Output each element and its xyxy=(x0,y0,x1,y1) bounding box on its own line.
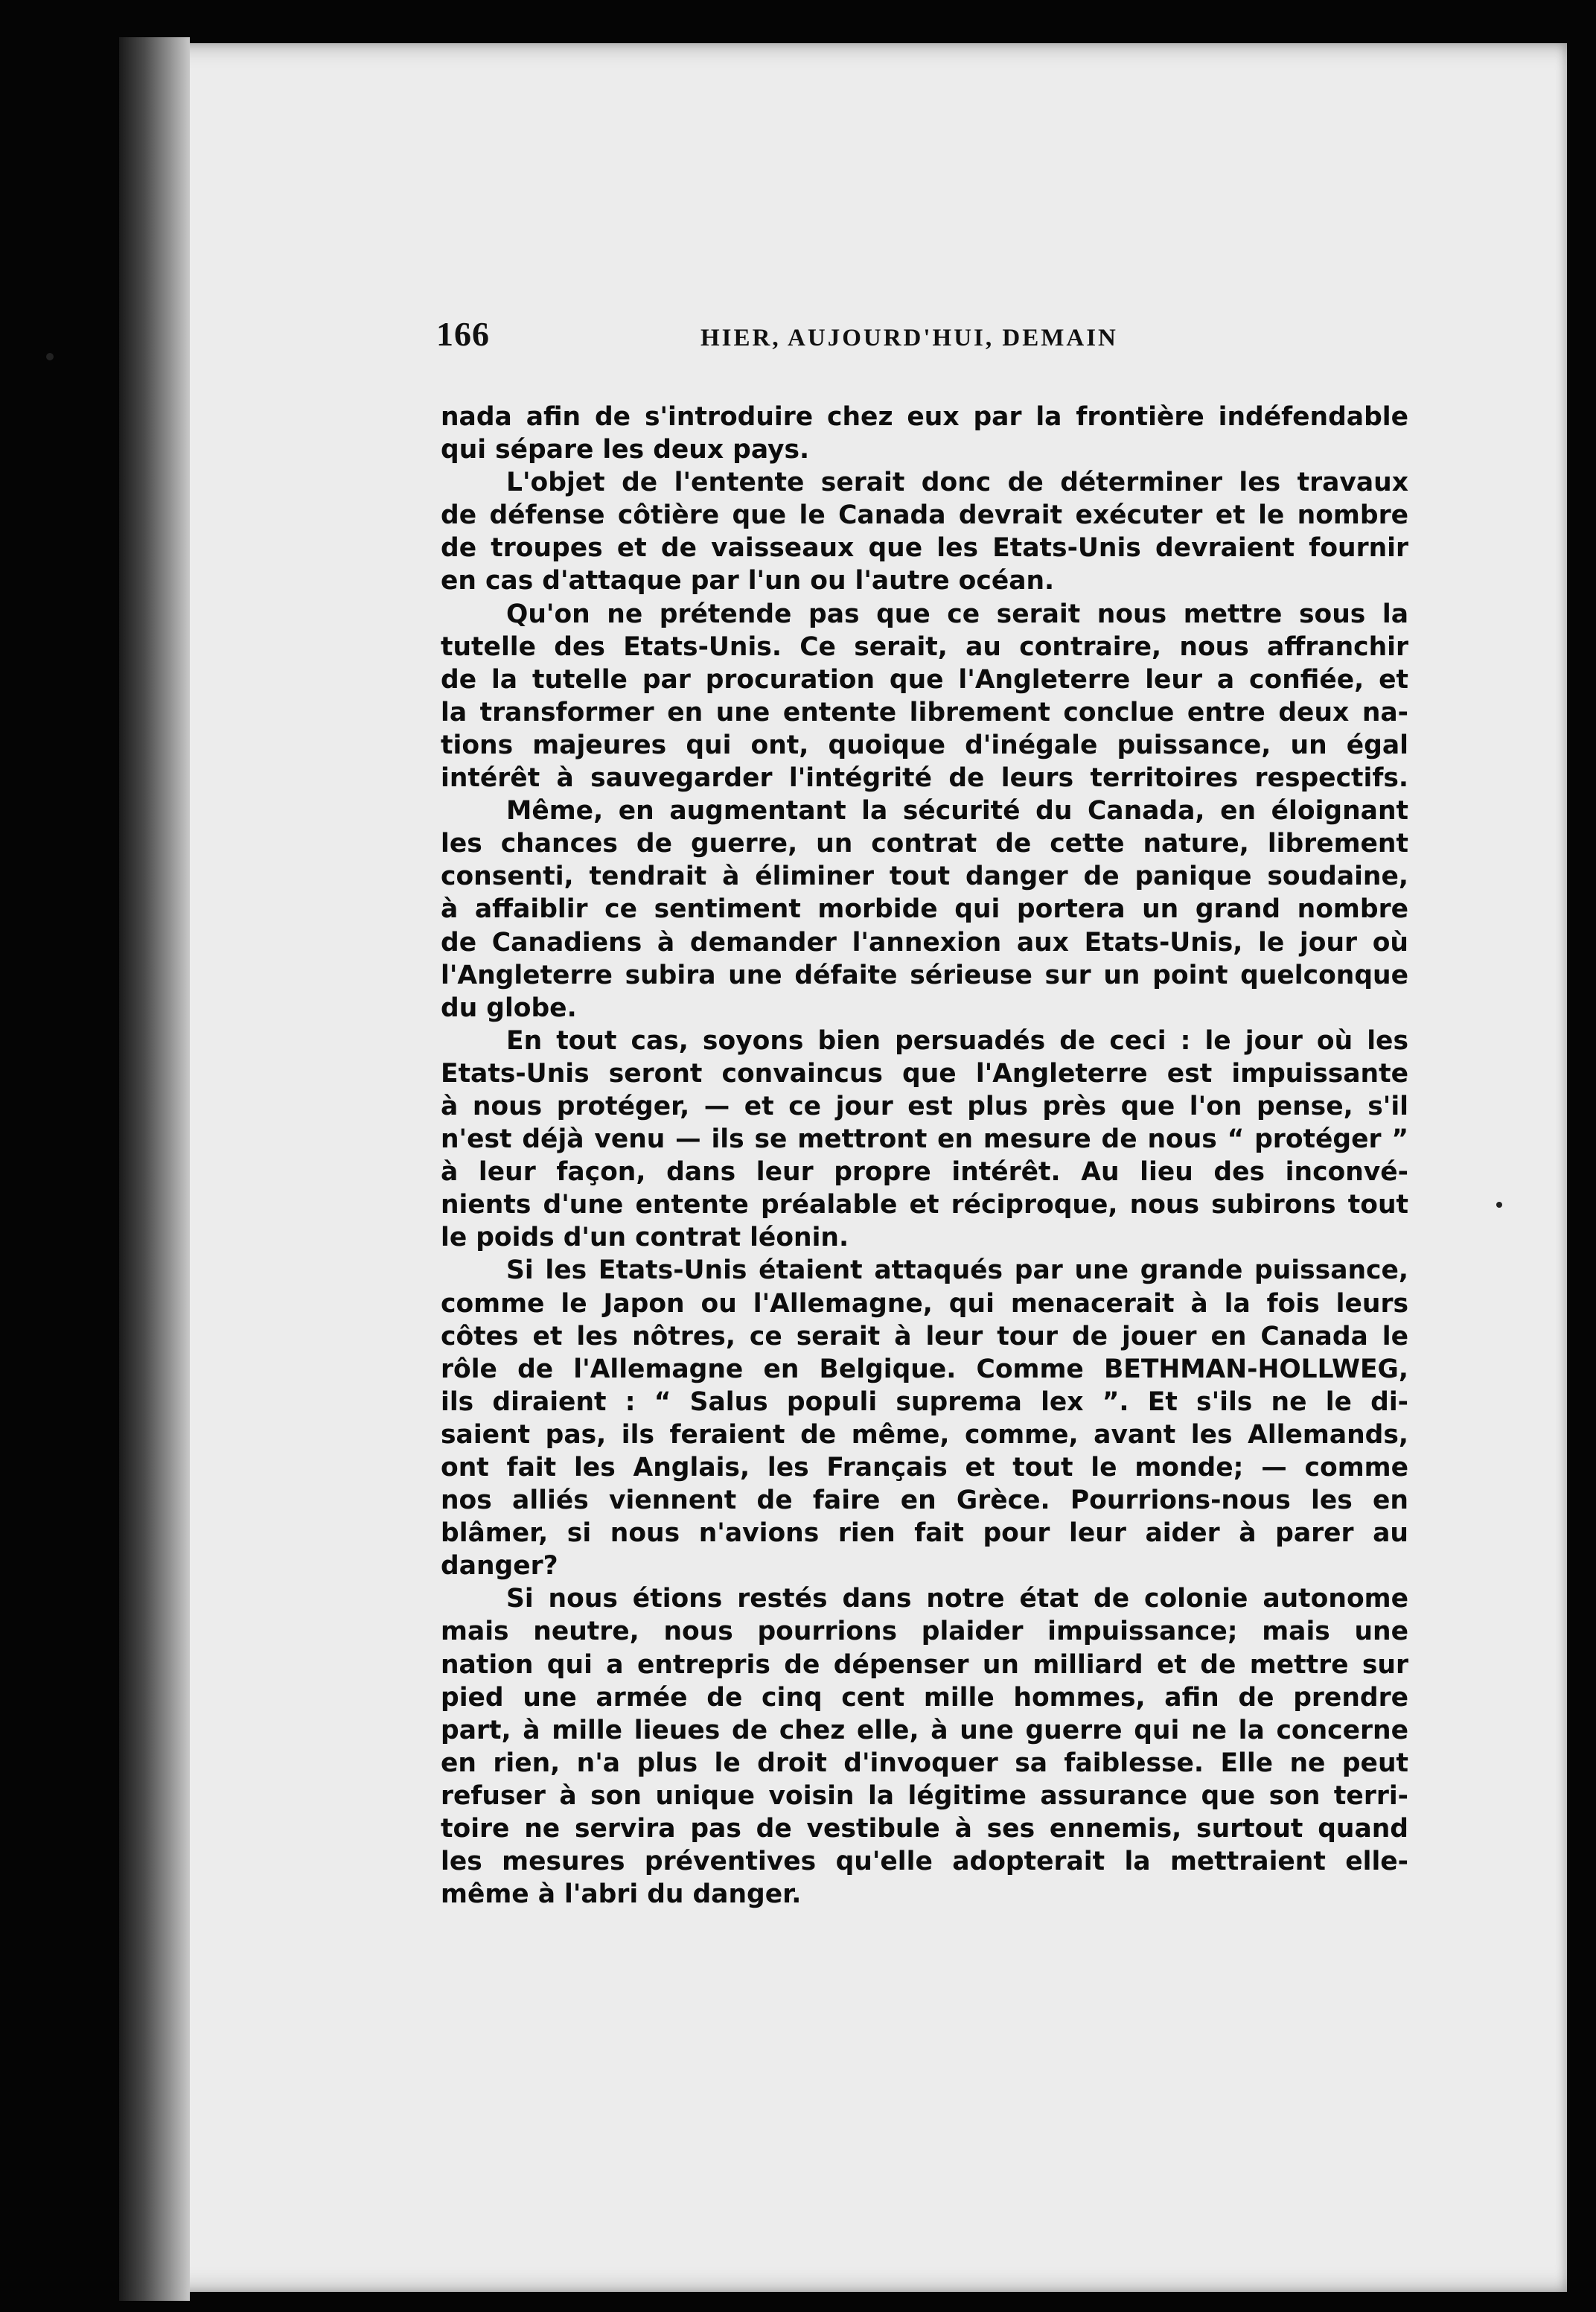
page-body-text xyxy=(441,401,1408,1911)
text-line: à nous protéger, — et ce jour est plus près que l'on pense, s'il xyxy=(441,1091,1408,1121)
text-line: toire ne servira pas de vestibule à ses ennemis, surtout quand xyxy=(441,1814,1408,1844)
text-line: refuser à son unique voisin la légitime assurance que son terri- xyxy=(441,1780,1408,1811)
running-title: HIER, AUJOURD'HUI, DEMAIN xyxy=(700,325,1118,351)
text-line: même à l'abri du danger. xyxy=(441,1879,802,1910)
text-line: qui sépare les deux pays. xyxy=(441,435,810,465)
text-line: comme le Japon ou l'Allemagne, qui menacerait à la fois leurs xyxy=(441,1288,1408,1319)
text-line: rôle de l'Allemagne en Belgique. Comme BETHMAN-HOLLWEG, xyxy=(441,1354,1408,1384)
text-line: les mesures préventives qu'elle adopterait la mettraient elle- xyxy=(441,1847,1408,1877)
page-header xyxy=(436,314,1419,366)
text-line: nients d'une entente préalable et réciproque, nous subirons tout xyxy=(441,1190,1408,1220)
text-line: blâmer, si nous n'avions rien fait pour leur aider à parer au xyxy=(441,1518,1408,1549)
text-line: de Canadiens à demander l'annexion aux Etats-Unis, le jour où xyxy=(441,927,1408,958)
text-line: Si nous étions restés dans notre état de colonie autonome xyxy=(506,1584,1408,1614)
text-line: Même, en augmentant la sécurité du Canada, en éloignant xyxy=(506,796,1408,827)
text-line: de défense côtière que le Canada devrait exécuter et le nombre xyxy=(441,500,1408,531)
text-line: pied une armée de cinq cent mille hommes, afin de prendre xyxy=(441,1682,1408,1713)
text-line: ont fait les Anglais, les Français et tout le monde; — comme xyxy=(441,1453,1408,1483)
scan-speck xyxy=(46,353,54,360)
text-line: ils diraient : “ Salus populi suprema lex ”. Et s'ils ne le di- xyxy=(441,1386,1408,1417)
text-line: nada afin de s'introduire chez eux par la frontière indéfendable xyxy=(441,402,1408,432)
text-line: En tout cas, soyons bien persuadés de ceci : le jour où les xyxy=(506,1025,1408,1056)
text-line: de la tutelle par procuration que l'Angleterre leur a confiée, et xyxy=(441,664,1408,695)
text-line: tutelle des Etats-Unis. Ce serait, au contraire, nous affranchir xyxy=(441,631,1408,662)
text-line: en rien, n'a plus le droit d'invoquer sa faiblesse. Elle ne peut xyxy=(441,1748,1408,1778)
text-line: les chances de guerre, un contrat de cette nature, librement xyxy=(441,829,1408,859)
text-line: de troupes et de vaisseaux que les Etats-Unis devraient fournir xyxy=(441,533,1408,564)
book-binding-shadow xyxy=(119,37,190,2301)
text-line: le poids d'un contrat léonin. xyxy=(441,1223,849,1253)
scan-speck xyxy=(1496,1202,1502,1208)
page-number: 166 xyxy=(436,315,490,353)
text-line: mais neutre, nous pourrions plaider impuissance; mais une xyxy=(441,1617,1408,1647)
text-line: part, à mille lieues de chez elle, à une guerre qui ne la concerne xyxy=(441,1715,1408,1745)
text-line: du globe. xyxy=(441,993,577,1023)
text-line: à affaiblir ce sentiment morbide qui portera un grand nombre xyxy=(441,894,1408,925)
text-line: tions majeures qui ont, quoique d'inégale puissance, un égal xyxy=(441,730,1408,760)
text-line: à leur façon, dans leur propre intérêt. Au lieu des inconvé- xyxy=(441,1157,1408,1188)
text-line: intérêt à sauvegarder l'intégrité de leurs territoires respectifs. xyxy=(441,763,1408,794)
text-line: nos alliés viennent de faire en Grèce. Pourrions-nous les en xyxy=(441,1485,1408,1516)
text-line: côtes et les nôtres, ce serait à leur tour de jouer en Canada le xyxy=(441,1321,1408,1351)
text-line: l'Angleterre subira une défaite sérieuse sur un point quelconque xyxy=(441,960,1408,990)
text-line: en cas d'attaque par l'un ou l'autre océan. xyxy=(441,566,1055,596)
text-line: consenti, tendrait à éliminer tout danger de panique soudaine, xyxy=(441,862,1408,892)
text-line: danger? xyxy=(441,1551,558,1582)
text-line: Qu'on ne prétende pas que ce serait nous mettre sous la xyxy=(506,599,1408,629)
text-line: n'est déjà venu — ils se mettront en mesure de nous “ protéger ” xyxy=(441,1124,1408,1155)
text-line: nation qui a entrepris de dépenser un milliard et de mettre sur xyxy=(441,1649,1408,1680)
text-line: L'objet de l'entente serait donc de déterminer les travaux xyxy=(506,468,1408,498)
text-line: saient pas, ils feraient de même, comme, avant les Allemands, xyxy=(441,1419,1408,1450)
text-line: Etats-Unis seront convaincus que l'Angleterre est impuissante xyxy=(441,1058,1408,1089)
text-line: Si les Etats-Unis étaient attaqués par une grande puissance, xyxy=(506,1255,1408,1286)
text-line: la transformer en une entente librement conclue entre deux na- xyxy=(441,697,1408,727)
